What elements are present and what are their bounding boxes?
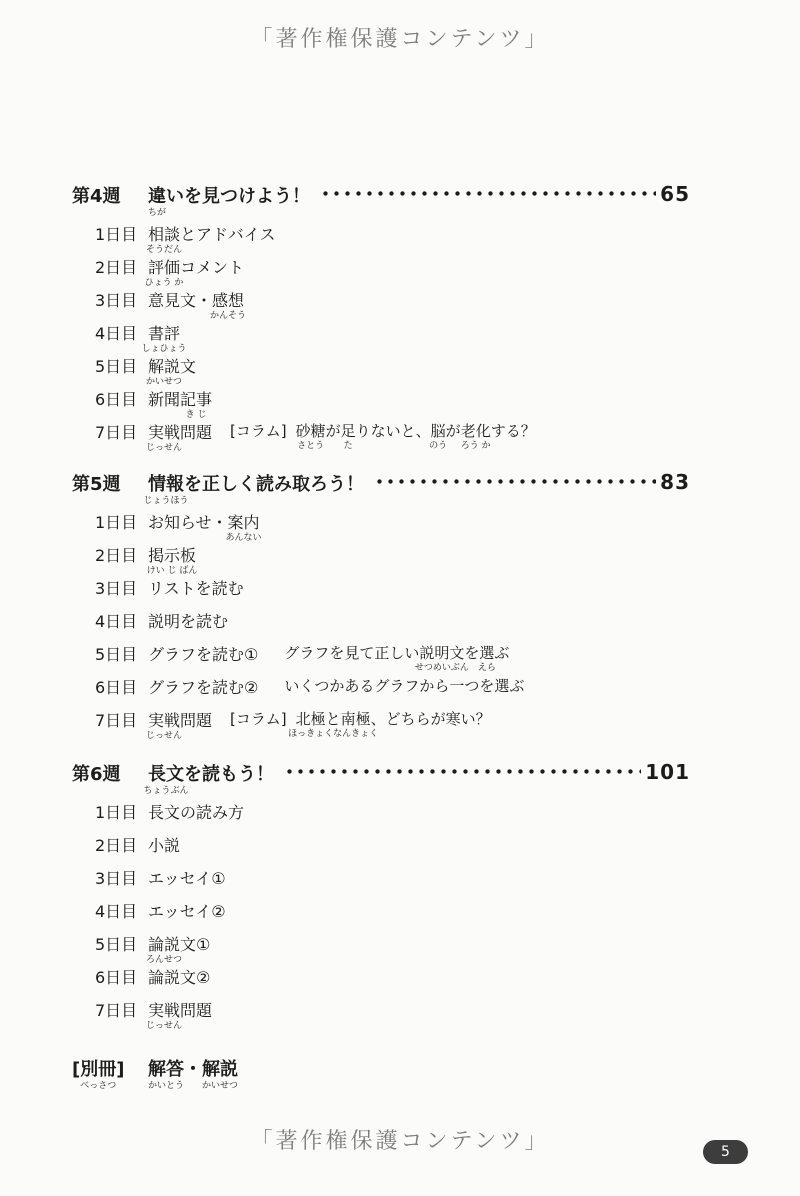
toc-week-heading <box>72 760 690 800</box>
toc-day-item <box>72 675 690 708</box>
column-tag: [コラム] <box>230 422 287 440</box>
copyright-notice-top: 「著作権保護コンテンツ」 <box>250 27 550 52</box>
segment-text: お知らせ・ <box>148 513 228 532</box>
appendix-title <box>147 1055 239 1091</box>
segment-text: 案内 <box>227 513 260 532</box>
furigana: なんきょく <box>333 729 379 739</box>
toc-day-item <box>72 998 690 1031</box>
furigana: じっせん <box>145 1021 183 1031</box>
toc-day-item <box>72 420 690 453</box>
segment-text: する？ <box>490 422 536 440</box>
toc-day-item <box>72 288 690 321</box>
text-segment <box>148 387 180 410</box>
segment-text: 南極 <box>340 710 371 728</box>
segment-text: 文 <box>180 357 197 376</box>
furigana: のう <box>429 441 448 451</box>
toc-day-item <box>72 543 690 576</box>
segment-text: 選 <box>479 644 495 662</box>
furigana: かいとう <box>147 1081 185 1091</box>
text-segment <box>148 510 228 533</box>
segment-text: 新聞 <box>148 390 181 409</box>
text-segment <box>494 642 509 663</box>
furigana: ほっきょく <box>288 729 334 739</box>
text-segment <box>180 354 196 377</box>
text-segment <box>180 998 212 1021</box>
week-label: 第4週 <box>72 186 121 207</box>
day-title <box>145 998 213 1031</box>
dot-leader <box>374 479 656 484</box>
text-segment <box>141 321 187 354</box>
segment-text: 北極 <box>295 710 326 728</box>
toc-day-item <box>72 965 690 998</box>
day-title <box>145 354 197 387</box>
toc-day-item <box>72 222 690 255</box>
toc-day-item <box>72 800 690 833</box>
segment-text: 意見文・ <box>148 291 213 310</box>
text-segment <box>446 420 461 441</box>
segment-text: 感想 <box>212 291 245 310</box>
text-segment <box>180 387 213 420</box>
furigana: べっさつ <box>80 1081 117 1091</box>
day-title <box>148 576 244 599</box>
text-segment <box>148 965 210 988</box>
segment-text: 小説 <box>148 836 181 855</box>
day-label: 1日目 <box>95 803 138 822</box>
table-of-contents <box>72 182 690 1091</box>
segment-text: が <box>325 422 341 440</box>
text-segment <box>184 760 274 786</box>
day-label: 6日目 <box>95 968 138 987</box>
text-segment <box>148 609 228 632</box>
day-label: 7日目 <box>95 711 138 730</box>
text-segment <box>295 420 326 451</box>
day-title <box>141 321 187 354</box>
text-segment <box>148 866 226 889</box>
day-label: 1日目 <box>95 513 138 532</box>
text-segment <box>148 899 226 922</box>
segment-text: 評価 <box>148 258 181 277</box>
appendix-label <box>72 1055 148 1091</box>
page-number-badge: 5 <box>703 1140 748 1164</box>
day-label: 4日目 <box>95 612 138 631</box>
segment-text: が <box>445 422 461 440</box>
text-segment <box>166 182 310 208</box>
week-title <box>147 182 310 218</box>
segment-text: 違 <box>148 186 166 207</box>
segment-text: グラフを読む① <box>148 645 259 664</box>
segment-text: 実戦 <box>148 711 181 730</box>
text-segment <box>147 182 167 218</box>
text-segment <box>326 420 341 441</box>
day-label: 5日目 <box>95 357 138 376</box>
furigana: かんそう <box>210 311 247 321</box>
furigana: ちが <box>147 208 167 218</box>
day-label: 2日目 <box>95 546 138 565</box>
toc-day-item <box>72 255 690 288</box>
segment-text: 長文 <box>148 764 184 785</box>
text-segment <box>145 354 183 387</box>
day-label: 5日目 <box>95 645 138 664</box>
segment-text: を <box>464 644 480 662</box>
text-segment <box>340 420 356 451</box>
dot-leader <box>284 769 641 774</box>
dot-leader <box>320 191 656 196</box>
segment-text: 文① <box>180 935 211 954</box>
furigana: ろう か <box>460 441 491 451</box>
toc-day-item <box>72 321 690 354</box>
toc-day-item <box>72 354 690 387</box>
segment-text: 老化 <box>460 422 491 440</box>
segment-text: 長文の読み方 <box>148 803 245 822</box>
furigana: えら <box>477 663 496 673</box>
segment-text: いくつかあるグラフから一つを選ぶ <box>284 677 525 695</box>
segment-text: エッセイ② <box>148 902 226 921</box>
day-title <box>146 543 198 576</box>
text-segment <box>143 760 189 796</box>
text-segment <box>491 420 536 441</box>
day-title <box>144 255 245 288</box>
furigana: せつめいぶん <box>414 663 469 673</box>
text-segment <box>414 642 469 673</box>
text-segment <box>148 833 180 856</box>
segment-text: 問題 <box>180 423 213 442</box>
text-segment <box>147 1055 185 1091</box>
furigana: あんない <box>225 533 262 543</box>
text-segment <box>180 932 210 955</box>
day-title <box>148 833 180 856</box>
text-segment <box>284 675 524 696</box>
week-label: 第5週 <box>72 474 121 495</box>
text-segment <box>477 642 496 673</box>
text-segment <box>284 642 419 663</box>
furigana: じっせん <box>145 443 183 453</box>
day-title <box>148 642 258 665</box>
day-label: 4日目 <box>95 902 138 921</box>
day-label: 2日目 <box>95 258 138 277</box>
segment-text: を正しく読み取ろう！ <box>184 474 364 495</box>
furigana: さとう <box>297 441 325 451</box>
day-title <box>148 866 226 889</box>
day-title <box>148 965 210 988</box>
segment-text: 情報 <box>148 474 184 495</box>
day-title <box>148 288 247 321</box>
text-segment <box>225 510 262 543</box>
text-segment <box>148 288 212 311</box>
day-subtitle <box>284 642 510 673</box>
day-title <box>145 420 213 453</box>
segment-text: 実戦 <box>148 423 181 442</box>
week-page-number: 65 <box>660 182 690 206</box>
segment-text: と <box>325 710 341 728</box>
segment-text: とアドバイス <box>180 225 276 244</box>
text-segment <box>180 255 244 278</box>
text-segment <box>148 576 244 599</box>
text-segment <box>356 420 431 441</box>
week-title <box>143 470 364 506</box>
toc-week-heading <box>72 470 690 510</box>
segment-text: 解説 <box>148 357 181 376</box>
segment-text: いを見つけよう！ <box>166 186 310 207</box>
day-title <box>148 387 213 420</box>
text-segment <box>145 932 183 965</box>
text-segment <box>180 708 212 731</box>
segment-text: 掲示板 <box>148 546 197 565</box>
segment-text: 論説文② <box>148 968 211 987</box>
segment-text: 書評 <box>148 324 181 343</box>
segment-text: 問題 <box>180 1001 213 1020</box>
segment-text: 論説 <box>148 935 181 954</box>
segment-text: りないと、 <box>355 422 431 440</box>
toc-day-item <box>72 932 690 965</box>
column-title <box>288 708 491 739</box>
day-title <box>148 510 262 543</box>
day-label: 1日目 <box>95 225 138 244</box>
copyright-notice-bottom: 「著作権保護コンテンツ」 <box>250 1129 550 1154</box>
toc-day-item <box>72 866 690 899</box>
week-page-number: 83 <box>660 470 690 494</box>
day-label: 7日目 <box>95 1001 138 1020</box>
text-segment <box>201 1055 239 1091</box>
text-segment <box>184 1055 202 1081</box>
week-title <box>143 760 274 796</box>
furigana: じょうほう <box>143 496 189 506</box>
day-title <box>145 932 211 965</box>
furigana: た <box>343 441 353 451</box>
segment-text: を読もう！ <box>184 764 274 785</box>
column-tag: [コラム] <box>230 710 287 728</box>
toc-day-item <box>72 708 690 741</box>
furigana: そうだん <box>145 245 183 255</box>
segment-text: グラフを見て正しい <box>284 644 420 662</box>
furigana: ろんせつ <box>145 955 183 965</box>
segment-text: 説明を読む <box>148 612 229 631</box>
text-segment <box>288 708 334 739</box>
week-label: 第6週 <box>72 764 121 785</box>
toc-appendix-row <box>72 1055 690 1091</box>
text-segment <box>145 222 183 255</box>
segment-text: 説明文 <box>419 644 465 662</box>
day-label: 7日目 <box>95 423 138 442</box>
day-title <box>148 675 258 698</box>
day-label: 5日目 <box>95 935 138 954</box>
column-title <box>295 420 536 451</box>
text-segment <box>143 470 189 506</box>
day-label: 6日目 <box>95 678 138 697</box>
furigana: かいせつ <box>145 377 183 387</box>
toc-day-item <box>72 576 690 609</box>
toc-day-item <box>72 899 690 932</box>
toc-day-item <box>72 510 690 543</box>
text-segment <box>429 420 448 451</box>
text-segment <box>184 470 364 496</box>
segment-text: エッセイ① <box>148 869 226 888</box>
segment-text: 解説 <box>202 1059 238 1080</box>
text-segment <box>460 420 491 451</box>
toc-day-item <box>72 609 690 642</box>
text-segment <box>146 543 198 576</box>
toc-day-item <box>72 833 690 866</box>
day-title <box>145 222 276 255</box>
segment-text: 記事 <box>180 390 213 409</box>
text-segment <box>180 222 276 245</box>
text-segment <box>180 420 212 443</box>
text-segment <box>145 420 183 453</box>
segment-text: コメント <box>180 258 245 277</box>
day-label: 6日目 <box>95 390 138 409</box>
furigana: ひょう か <box>144 278 184 288</box>
segment-text: ・ <box>184 1059 202 1080</box>
day-title <box>148 609 228 632</box>
toc-day-item <box>72 387 690 420</box>
text-segment <box>72 1055 125 1091</box>
segment-text: 問題 <box>180 711 213 730</box>
text-segment <box>148 675 258 698</box>
text-segment <box>145 708 183 741</box>
text-segment <box>145 998 183 1031</box>
week-page-number: 101 <box>645 760 690 784</box>
day-subtitle <box>284 675 524 696</box>
toc-week-heading <box>72 182 690 222</box>
segment-text: 脳 <box>430 422 446 440</box>
day-label: 3日目 <box>95 579 138 598</box>
day-label: 3日目 <box>95 869 138 888</box>
text-segment <box>148 642 258 665</box>
furigana: じっせん <box>145 731 183 741</box>
text-segment <box>333 708 379 739</box>
segment-text: グラフを読む② <box>148 678 259 697</box>
segment-text: 砂糖 <box>295 422 326 440</box>
text-segment <box>210 288 247 321</box>
day-label: 4日目 <box>95 324 138 343</box>
segment-text: 、どちらが寒い？ <box>370 710 491 728</box>
segment-text: 相談 <box>148 225 181 244</box>
furigana: き じ <box>185 410 207 420</box>
furigana: ちょうぶん <box>143 786 189 796</box>
segment-text: [別冊] <box>72 1059 125 1080</box>
day-title <box>148 899 226 922</box>
segment-text: 実戦 <box>148 1001 181 1020</box>
text-segment <box>144 255 184 288</box>
furigana: かいせつ <box>201 1081 239 1091</box>
text-segment <box>148 800 244 823</box>
day-title <box>145 708 213 741</box>
furigana: けい じ ばん <box>146 566 198 576</box>
day-title <box>148 800 244 823</box>
toc-day-item <box>72 642 690 675</box>
text-segment <box>371 708 491 729</box>
segment-text: 解答 <box>148 1059 184 1080</box>
day-label: 2日目 <box>95 836 138 855</box>
segment-text: 足 <box>340 422 356 440</box>
segment-text: リストを読む <box>148 579 244 598</box>
day-label: 3日目 <box>95 291 138 310</box>
segment-text: ぶ <box>494 644 510 662</box>
furigana: しょひょう <box>141 344 187 354</box>
